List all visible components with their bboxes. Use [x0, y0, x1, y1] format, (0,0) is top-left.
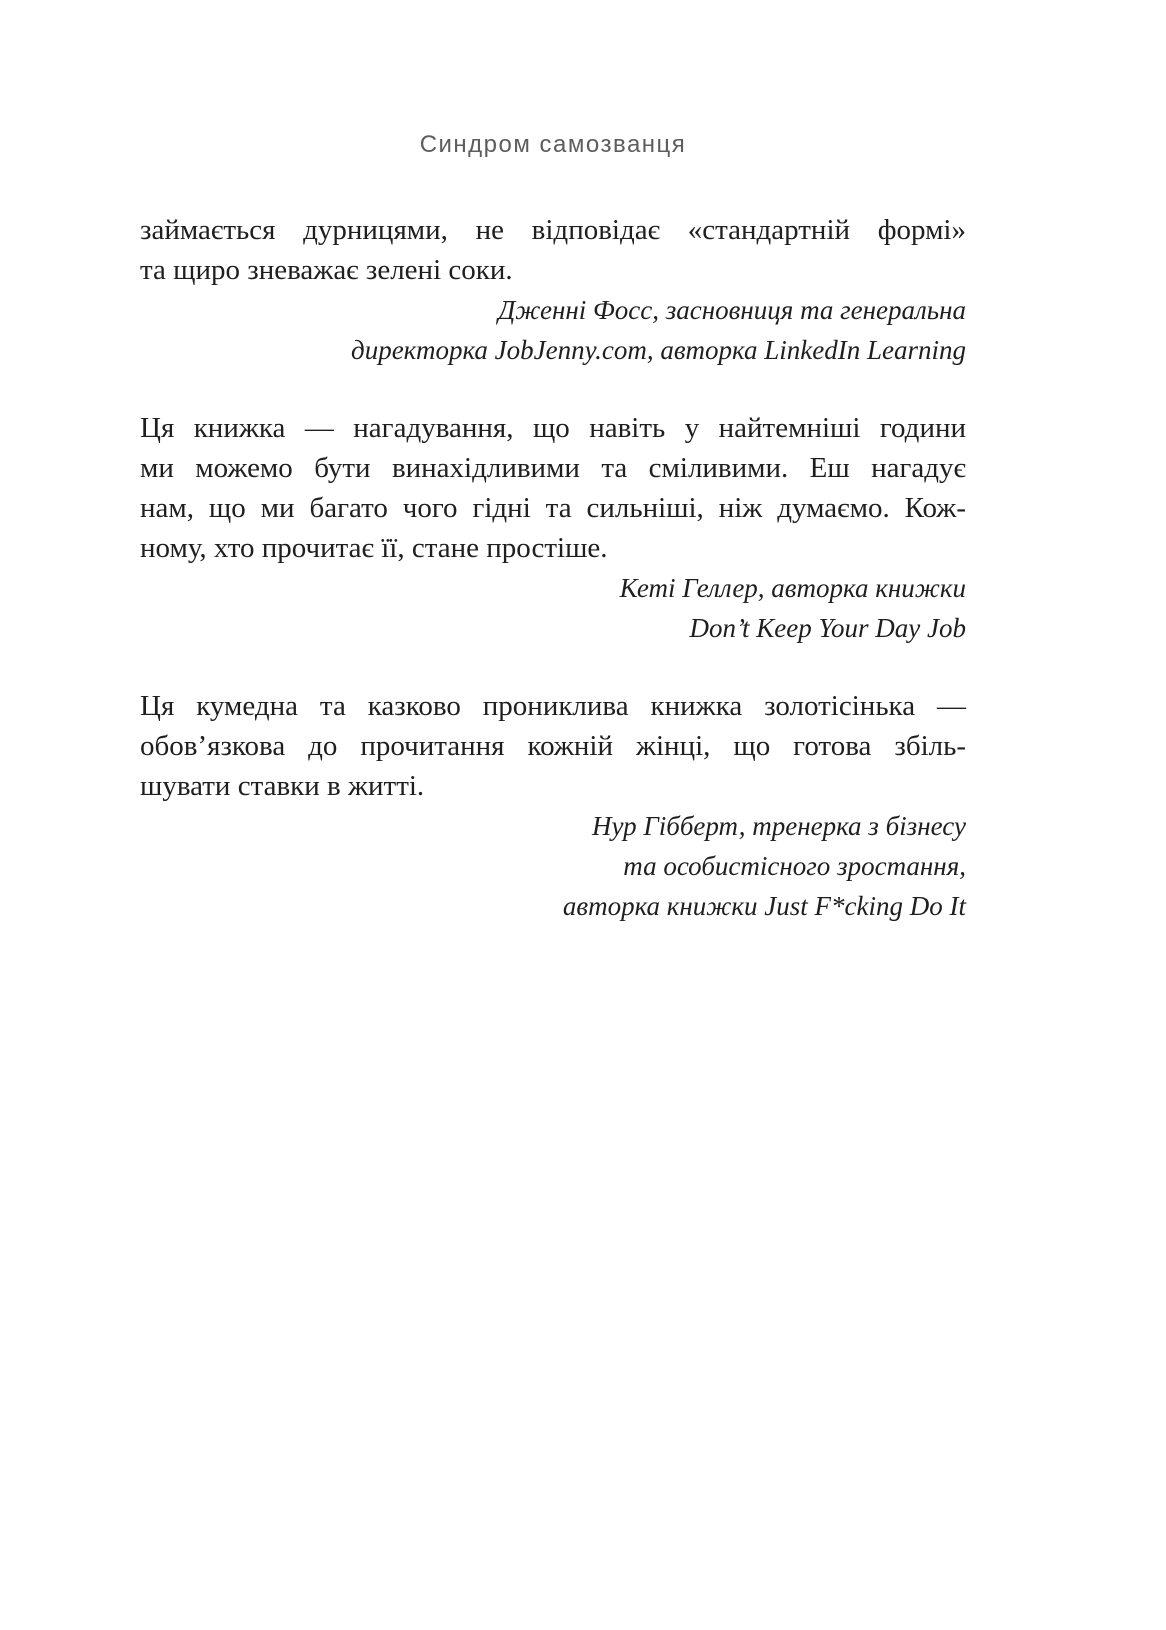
running-head: Синдром самозванця [419, 131, 687, 158]
quote-line: займається дурницями, не відповідає «стандартній формі» [140, 214, 966, 246]
quote-line: та щиро зневажає зелені соки. [140, 254, 513, 286]
quote-paragraph [140, 408, 966, 568]
attribution-line: авторка книжки Just F*cking Do It [562, 891, 966, 921]
attribution-line: директорка JobJenny.com, авторка LinkedIn Learning [351, 335, 966, 365]
quote-line: Ця кумедна та казково прониклива книжка золотісінька — [140, 690, 966, 722]
quote-line: нам, що ми багато чого гідні та сильніші, ніж думаємо. Кож- [140, 492, 966, 524]
quote-paragraph [140, 210, 966, 290]
attribution-line: Don’t Keep Your Day Job [689, 613, 966, 643]
attribution-line: та особистісного зростання, [623, 851, 966, 881]
quote-block-1 [140, 210, 966, 370]
attribution-line: Дженні Фосс, засновниця та генеральна [498, 295, 966, 325]
quote-line: Ця книжка — нагадування, що навіть у найтемніші години [140, 412, 966, 444]
quote-paragraph [140, 686, 966, 806]
page-content [140, 0, 966, 926]
attribution-line: Нур Гібберт, тренерка з бізнесу [592, 811, 966, 841]
quote-line: ми можемо бути винахідливими та сміливими. Еш нагадує [140, 452, 966, 484]
attribution-line: Кеті Геллер, авторка книжки [619, 573, 966, 603]
quote-line: ному, хто прочитає її, стане простіше. [140, 532, 608, 564]
attribution [140, 568, 966, 648]
attribution [140, 290, 966, 370]
quote-line: обов’язкова до прочитання кожній жінці, що готова збіль- [140, 730, 966, 762]
attribution [140, 806, 966, 926]
quote-block-2 [140, 408, 966, 648]
quote-block-3 [140, 686, 966, 926]
quote-line: шувати ставки в житті. [140, 770, 425, 802]
